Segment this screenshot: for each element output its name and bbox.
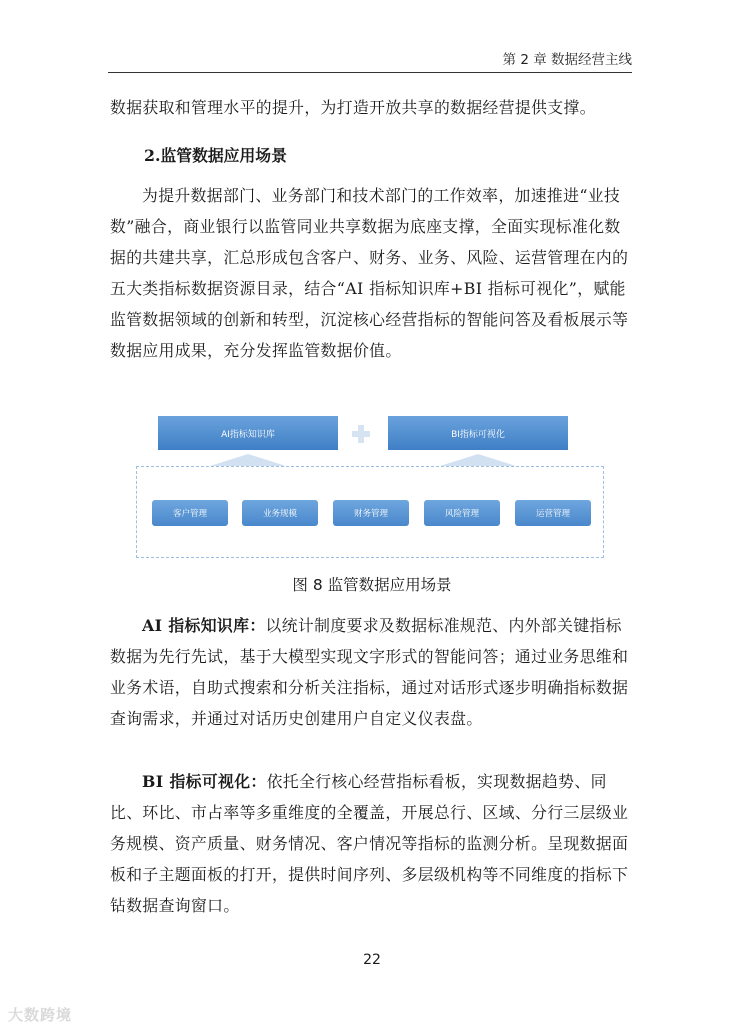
category-box	[515, 500, 591, 526]
application-scenario-figure	[136, 412, 606, 562]
paragraph-scenario: 为提升数据部门、业务部门和技术部门的工作效率，加速推进“业技数”融合，商业银行以监管同业共享数据为底座支撑，全面实现标准化数据的共建共享，汇总形成包含客户、财务、业务、风险、运营管理在内的五大类指标数据资源目录，结合“AI 指标知识库+BI 指标可视化”，赋能监管数据领域的创新和转型，沉淀核心经营指标的智能问答及看板展示等数据应用成果，充分发挥监管数据价值。	[110, 186, 629, 360]
ai-knowledge-base-term: AI 指标知识库：	[142, 616, 266, 635]
bi-visualization-text: 依托全行核心经营指标看板，实现数据趋势、同比、环比、市占率等多重维度的全覆盖，开展总行、区域、分行三层级业务规模、资产质量、财务情况、客户情况等指标的监测分析。呈现数据面板和子主题面板的打开，提供时间序列、多层级机构等不同维度的指标下钻数据查询窗口。	[110, 772, 629, 915]
plus-icon	[352, 425, 370, 443]
category-box	[242, 500, 318, 526]
category-label: 财务管理	[353, 509, 388, 519]
bi-visualization-box	[388, 416, 568, 450]
category-label: 客户管理	[172, 509, 207, 519]
figure-caption: 图 8 监管数据应用场景	[292, 576, 452, 594]
ai-knowledge-base-text: 以统计制度要求及数据标准规范、内外部关键指标数据为先行先试，基于大模型实现文字形式的智能问答；通过业务思维和业务术语，自助式搜索和分析关注指标，通过对话形式逐步明确指标数据查询需求，并通过对话历史创建用户自定义仪表盘。	[110, 616, 629, 728]
bi-visualization-term: BI 指标可视化：	[142, 772, 267, 791]
watermark-logo	[8, 1004, 72, 1025]
watermark-text: 大数跨境	[8, 1006, 73, 1024]
ai-knowledge-base-box	[158, 416, 338, 450]
up-arrow-icon	[440, 454, 516, 466]
page-number: 22	[363, 952, 381, 968]
category-label: 风险管理	[444, 509, 479, 519]
chapter-title: 第 2 章 数据经营主线	[502, 52, 632, 68]
bi-visualization-label: BI指标可视化	[451, 429, 505, 440]
category-box	[152, 500, 228, 526]
category-label: 运营管理	[535, 509, 570, 519]
paragraph-ai-knowledge-base	[110, 610, 630, 734]
category-box	[424, 500, 500, 526]
paragraph-bi-visualization	[110, 766, 630, 921]
ai-knowledge-base-label: AI指标知识库	[221, 429, 275, 440]
paragraph-intro: 数据获取和管理水平的提升，为打造开放共享的数据经营提供支撑。	[110, 98, 596, 117]
running-header	[108, 52, 632, 73]
up-arrow-icon	[210, 454, 286, 466]
category-box	[333, 500, 409, 526]
section-heading: 2.监管数据应用场景	[144, 146, 287, 165]
category-label: 业务规模	[262, 509, 297, 519]
